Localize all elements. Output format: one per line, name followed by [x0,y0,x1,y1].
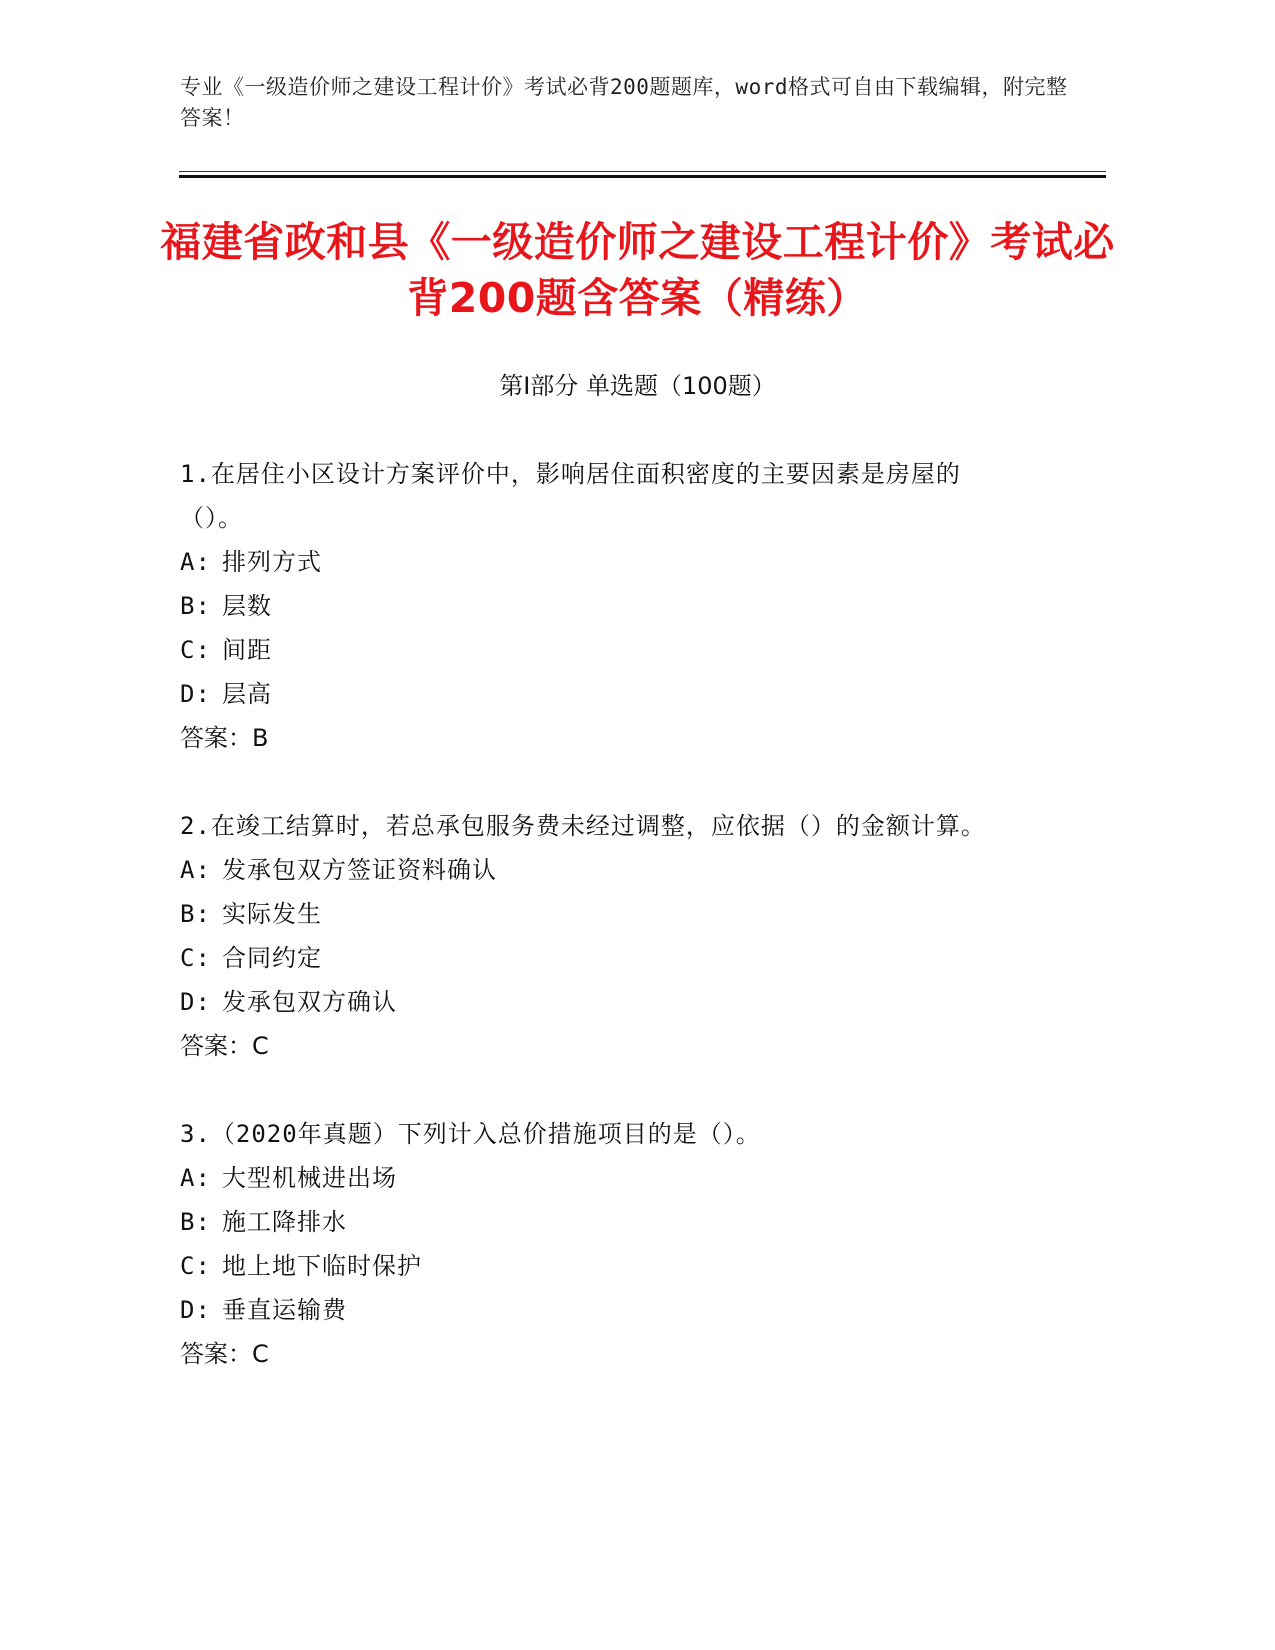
question-stem: 3.（2020年真题）下列计入总价措施项目的是（）。 [180,1120,761,1148]
section-heading: 第Ⅰ部分 单选题（100题） [499,372,776,400]
option-letter: B: [180,900,211,928]
option-d [180,1288,1020,1332]
question-stem: 1.在居住小区设计方案评价中，影响居住面积密度的主要因素是房屋的（）。 [180,460,961,532]
option-text: 排列方式 [222,548,322,576]
option-d [180,980,1020,1024]
header-divider-thin [179,171,1106,172]
option-letter: B: [180,592,211,620]
option-letter: B: [180,1208,211,1236]
option-letter: C: [180,944,211,972]
option-b [180,584,1020,628]
question-stem: 2.在竣工结算时，若总承包服务费未经过调整，应依据（）的金额计算。 [180,812,986,840]
option-c [180,1244,1020,1288]
header-divider-thick [179,175,1106,178]
option-letter: D: [180,680,211,708]
option-text: 层高 [222,680,272,708]
document-title: 福建省政和县《一级造价师之建设工程计价》考试必背200题含答案（精练） [160,218,1115,322]
answer-line: 答案：C [180,1340,269,1368]
option-letter: D: [180,1296,211,1324]
option-text: 合同约定 [222,944,322,972]
option-letter: A: [180,1164,211,1192]
option-text: 施工降排水 [222,1208,347,1236]
option-c [180,628,1020,672]
option-a [180,540,1020,584]
option-text: 发承包双方签证资料确认 [222,856,497,884]
option-letter: A: [180,548,211,576]
option-text: 层数 [222,592,272,620]
answer-line: 答案：C [180,1032,269,1060]
option-text: 大型机械进出场 [222,1164,397,1192]
option-a [180,848,1020,892]
option-text: 垂直运输费 [222,1296,347,1324]
question-1 [180,452,1020,760]
option-text: 间距 [222,636,272,664]
option-text: 地上地下临时保护 [222,1252,422,1280]
option-letter: A: [180,856,211,884]
question-3 [180,1112,1020,1376]
option-letter: D: [180,988,211,1016]
answer-line: 答案：B [180,724,269,752]
option-c [180,936,1020,980]
option-letter: C: [180,1252,211,1280]
question-2 [180,804,1020,1068]
option-text: 发承包双方确认 [222,988,397,1016]
option-a [180,1156,1020,1200]
question-list [180,452,1020,1420]
option-d [180,672,1020,716]
option-letter: C: [180,636,211,664]
option-b [180,1200,1020,1244]
option-b [180,892,1020,936]
header-note: 专业《一级造价师之建设工程计价》考试必背200题题库，word格式可自由下载编辑，附完整答案！ [180,75,1068,130]
option-text: 实际发生 [222,900,322,928]
